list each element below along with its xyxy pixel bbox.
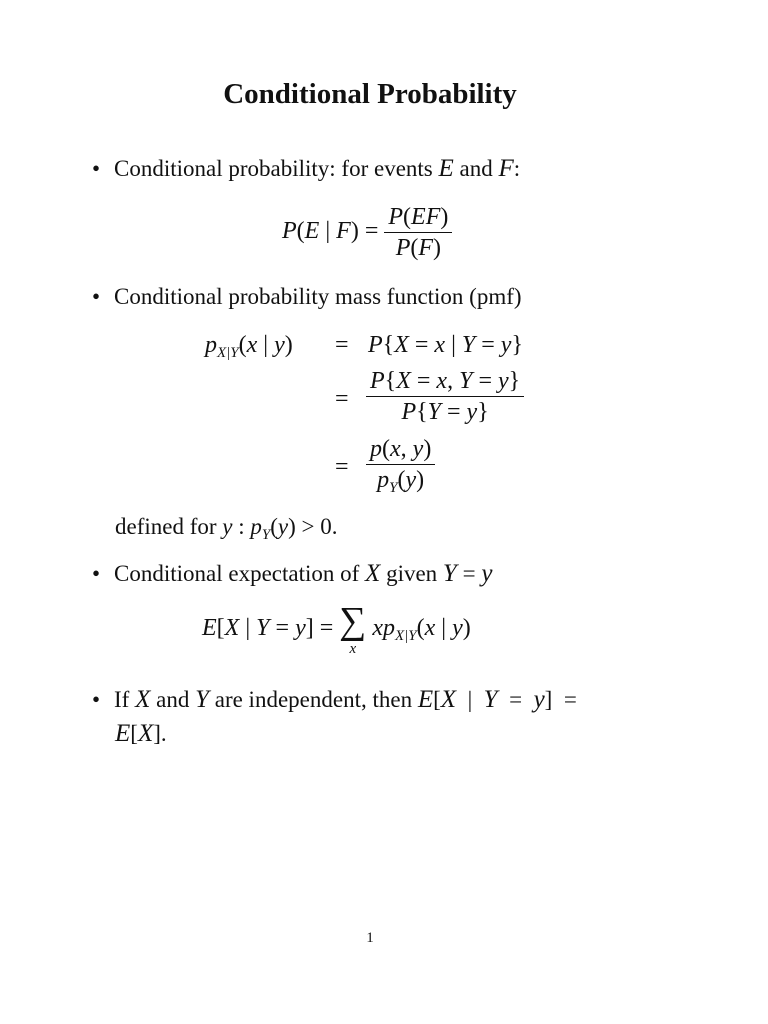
formula-pmf-line-1: $p_{X|Y}(x$ | y) [205, 332, 293, 361]
equals-sign: = [335, 386, 349, 412]
equals-sign: = [335, 454, 349, 480]
bullet-icon: • [92, 687, 101, 712]
equals-sign: = [335, 332, 349, 358]
bullet-icon: • [92, 284, 101, 309]
pmf-domain-note: defined for y : $p_Y(y) > 0$. [115, 514, 338, 543]
bullet-conditional-probability: • Conditional probability: for events E and F: [92, 155, 521, 182]
bullet-icon: • [92, 561, 101, 586]
fraction: $\frac{P(EF)}{P(F)}$ [384, 202, 452, 263]
formula-conditional-expectation: E[X | Y = y] = ∑ x $xp_{X|Y}(x$ | y) [202, 600, 471, 657]
sigma-icon: ∑ [339, 600, 367, 642]
formula-pmf-rhs-1: P{X = x | Y = y} [368, 332, 523, 358]
formula-conditional-probability: P(E | F) = $\frac{P(EF)}{P(F)}$ [282, 202, 452, 263]
independence-result: E[X]. [115, 720, 167, 747]
formula-pmf-rhs-3 [366, 434, 435, 503]
bullet-pmf: • Conditional probability mass function (pmf) [92, 284, 522, 309]
summation: ∑ x [339, 600, 367, 657]
formula-pmf-rhs-2 [366, 366, 524, 427]
bullet-independence: • If X and Y are independent, then E[X | Y = y] = [92, 686, 577, 713]
bullet-conditional-expectation: • Conditional expectation of X given Y = y [92, 560, 493, 587]
fraction: $\frac{P\{X = x, Y = y\}}{P\{Y = y\}}$ [366, 366, 524, 427]
page-title: Conditional Probability [223, 78, 517, 110]
fraction: $\frac{p(x, y)}{p_Y(y)}$ [366, 434, 435, 503]
bullet-icon: • [92, 156, 101, 181]
page-number: 1 [366, 930, 374, 946]
